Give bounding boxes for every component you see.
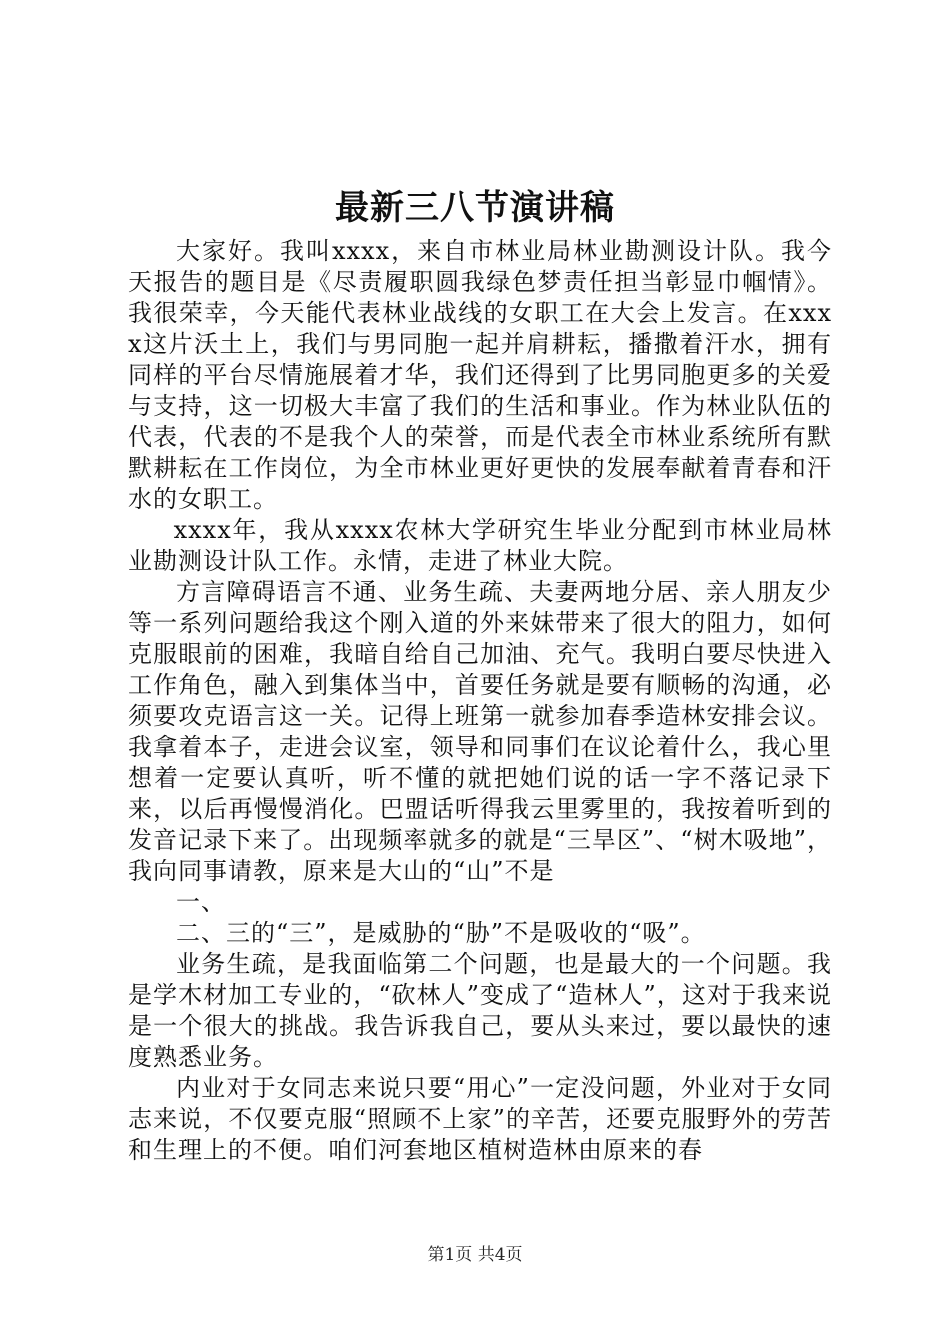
paragraph-fragment-two: 二、三的“三”，是威胁的“胁”不是吸收的“吸”。 (176, 919, 706, 947)
paragraph-fragment-one: 一、 (176, 888, 226, 916)
document-body (128, 236, 832, 1166)
page-footer: 第1页 共4页 (427, 1245, 523, 1265)
paragraph-business: 业务生疏，是我面临第二个问题，也是最大的一个问题。我是学木材加工专业的，“砍林人”变成了“造林人”，这对于我来说是一个很大的挑战。我告诉我自己，要从头来过，要以最快的速度熟悉业务。 (128, 950, 832, 1071)
paragraph-intro: 大家好。我叫xxxx，来自市林业局林业勘测设计队。我今天报告的题目是《尽责履职圆我绿色梦责任担当彰显巾帼情》。我很荣幸，今天能代表林业战线的女职工在大会上发言。在xxxx这片沃土上，我们与男同胞一起并肩耕耘，播撒着汗水，拥有同样的平台尽情施展着才华，我们还得到了比男同胞更多的关爱与支持，这一切极大丰富了我们的生活和事业。作为林业队伍的代表，代表的不是我个人的荣誉，而是代表全市林业系统所有默默耕耘在工作岗位，为全市林业更好更快的发展奉献着青春和汗水的女职工。 (128, 237, 832, 513)
paragraph-language-barrier: 方言障碍语言不通、业务生疏、夫妻两地分居、亲人朋友少等一系列问题给我这个刚入道的外来妹带来了很大的阻力，如何克服眼前的困难，我暗自给自己加油、充气。我明白要尽快进入工作角色，融入到集体当中，首要任务就是要有顺畅的沟通，必须要攻克语言这一关。记得上班第一就参加春季造林安排会议。我拿着本子，走进会议室，领导和同事们在议论着什么，我心里想着一定要认真听，听不懂的就把她们说的话一字不落记录下来，以后再慢慢消化。巴盟话听得我云里雾里的，我按着听到的发音记录下来了。出现频率就多的就是“三旱区”、“树木吸地”，我向同事请教，原来是大山的“山”不是 (128, 578, 832, 885)
document-title: 最新三八节演讲稿 (335, 188, 615, 228)
paragraph-fieldwork: 内业对于女同志来说只要“用心”一定没问题，外业对于女同志来说，不仅要克服“照顾不上家”的辛苦，还要克服野外的劳苦和生理上的不便。咱们河套地区植树造林由原来的春 (128, 1074, 832, 1164)
paragraph-graduation: xxxx年，我从xxxx农林大学研究生毕业分配到市林业局林业勘测设计队工作。永情，走进了林业大院。 (128, 516, 832, 575)
